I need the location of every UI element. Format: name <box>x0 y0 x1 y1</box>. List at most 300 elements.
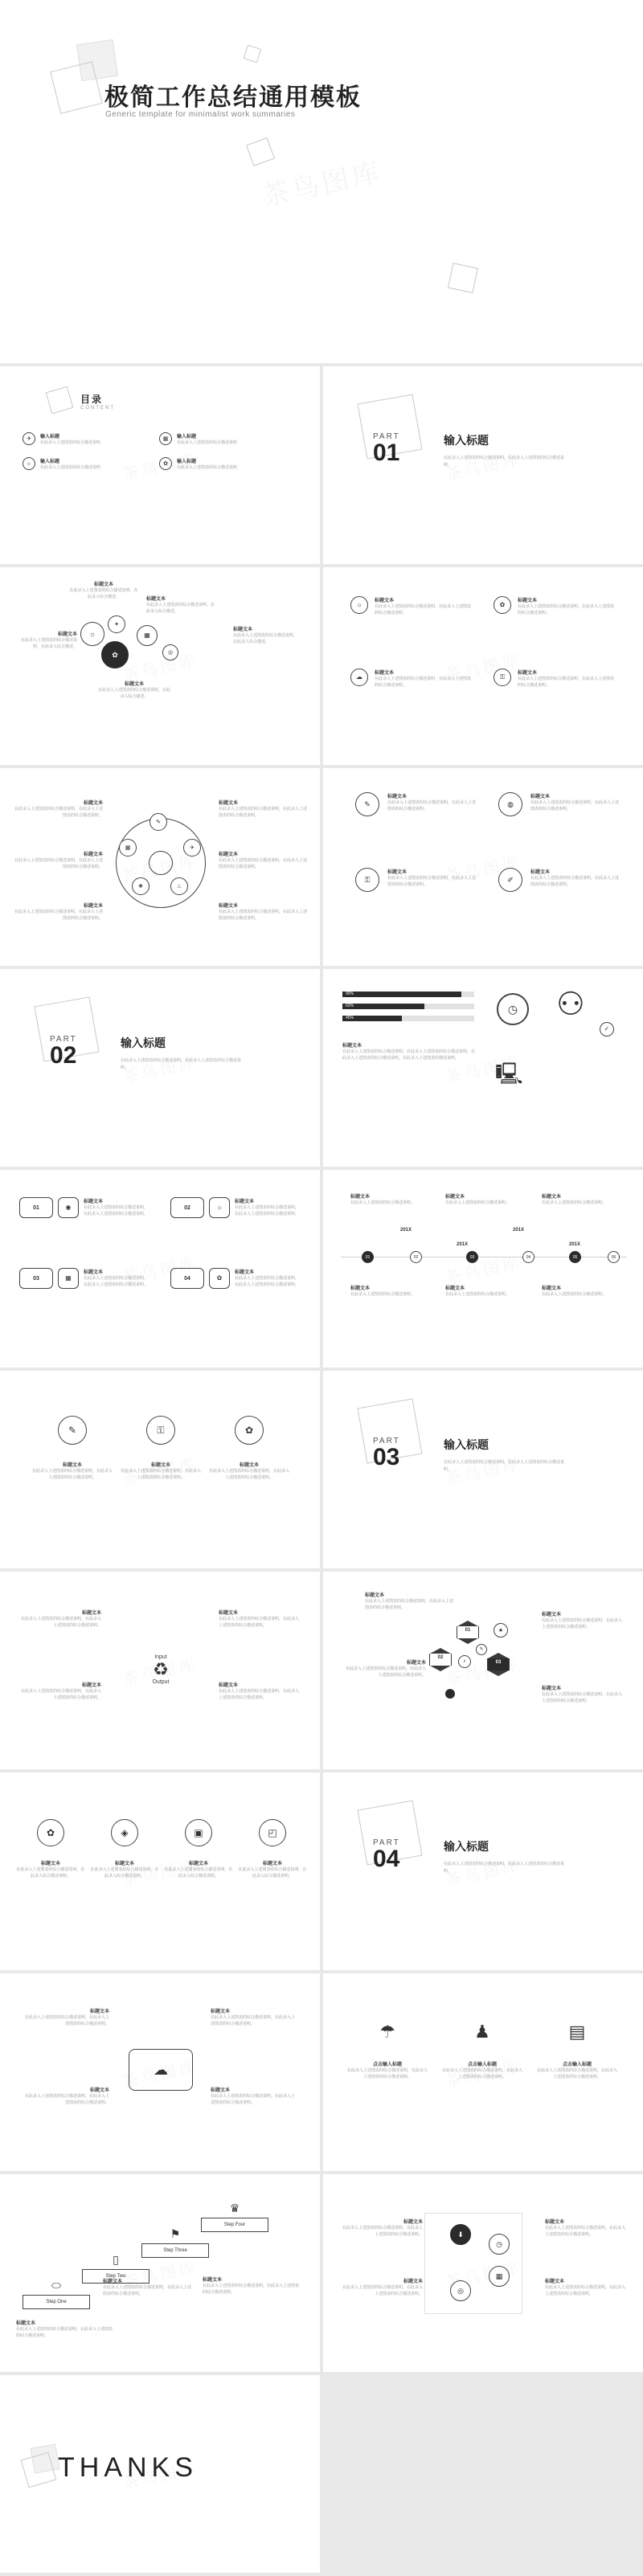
slide-part-02 <box>0 969 320 1167</box>
item-desc: 在此录入上述图表的综合描述说明，在此录入上述图表的综合描述说明。 <box>530 876 620 887</box>
item-label: 标题文本 <box>219 1683 239 1688</box>
flow-item-2 <box>339 2277 423 2297</box>
item-desc: 在此录入上述图表的综合描述说明，在此录入上述图表的综合描述说明。 <box>21 1617 102 1628</box>
item-label: 标题文本 <box>375 671 395 676</box>
item-label: 标题文本 <box>83 801 103 806</box>
pen-icon[interactable]: ✎ <box>149 813 167 831</box>
item-label: 标题文本 <box>235 1200 255 1204</box>
item-label: 标题文本 <box>530 870 551 875</box>
timeline-year: 201X <box>400 1228 412 1233</box>
slide-part-03 <box>323 1371 643 1568</box>
search-icon[interactable]: ⌕ <box>458 1655 471 1668</box>
step-side <box>203 2275 299 2296</box>
item-label: 标题文本 <box>211 2010 231 2014</box>
part-desc: 在此录入上述图表的综合描述说明，在此录入上述图表的综合描述说明。 <box>444 456 565 468</box>
deco-square-3 <box>244 45 262 63</box>
item-desc: 在此录入上述图表的综合描述说明，在此录入上述图表的综合描述说明。 <box>14 858 104 869</box>
catalog-heading <box>80 392 115 411</box>
part-number: 01 <box>373 440 400 466</box>
timeline-node[interactable]: 01 <box>362 1251 374 1263</box>
part-word: PART <box>50 1035 77 1044</box>
number-badge: 03 <box>19 1268 53 1289</box>
item-desc: 在此录入上述图表的综合描述说明，在此录入上述图表的综合描述说明。 <box>518 604 615 615</box>
item-label: 标题文本 <box>342 1044 362 1049</box>
phone-icon: ▯ <box>113 2253 119 2266</box>
item-desc: 在此录入上述图表的综合描述说明，在此录入上述图表的综合描述说明。 <box>24 2094 109 2105</box>
flow-item-3 <box>545 2218 629 2238</box>
hex-text-1 <box>365 1591 453 1611</box>
item-label: 标题文本 <box>40 1862 60 1867</box>
hex-text-2 <box>342 1658 426 1678</box>
part-number: 02 <box>50 1042 77 1069</box>
clock-icon: ◷ <box>497 993 529 1025</box>
hex-node-3[interactable] <box>487 1658 510 1670</box>
item-desc: 在此录入上述图表的综合描述说明，在此录入上述图表的综合描述说明。 <box>219 1617 300 1628</box>
timeline-node[interactable]: 05 <box>569 1251 581 1263</box>
item-desc: 在此录入上述图表的综合描述说明，在此录入上述图表的综合描述说明。 <box>203 2284 300 2295</box>
item-label: 标题文本 <box>114 1862 134 1867</box>
item-desc: 在此录入上述图表的综合描述说明，在此录入上述图表的综合描述说明。 <box>235 1276 300 1287</box>
cloud-icon: ☁ <box>350 669 368 686</box>
gear-icon: ✿ <box>235 1416 264 1445</box>
slide-bubbles <box>0 567 320 765</box>
item-desc: 在此录入上述图表的综合描述说明，在此录入上述图表的综合描述说明。 <box>16 2327 113 2338</box>
bubble-text-3 <box>14 630 77 650</box>
item-label: 标题文本 <box>235 1270 255 1275</box>
wheel-text-2 <box>14 850 103 870</box>
timeline-node[interactable]: 04 <box>522 1251 534 1263</box>
item-desc: 在此录入上述图表的综合描述说明。 <box>542 1200 607 1205</box>
timeline-year: 201X <box>513 1228 525 1233</box>
progress-bar <box>342 1016 474 1021</box>
globe-icon: ◍ <box>498 792 522 816</box>
item-label: 标题文本 <box>365 1593 385 1598</box>
gear-icon: ✿ <box>37 1819 64 1846</box>
hex-text-4 <box>542 1684 625 1704</box>
circle-item-3[interactable] <box>355 868 476 892</box>
grid-icon[interactable]: ▦ <box>489 2266 510 2287</box>
catalog-item-desc: 在此录入上述图表的综合描述说明 <box>177 440 238 445</box>
wheel-text-6 <box>219 902 307 922</box>
item-label: 标题文本 <box>262 1862 282 1867</box>
bubble-icon-1[interactable]: ☼ <box>80 622 104 646</box>
item-label: 标题文本 <box>84 1200 104 1204</box>
three-item-3[interactable] <box>209 1416 289 1481</box>
item-desc: 在此录入上述图表的综合描述说明，在此录入上述图表的综合描述说明。 <box>14 910 104 921</box>
hex-node-1[interactable] <box>457 1626 479 1638</box>
part-label <box>373 432 400 465</box>
item-label: 标题文本 <box>445 1286 465 1291</box>
number-item-4[interactable] <box>170 1268 299 1289</box>
item-desc: 在此录入上述图表的综合描述说明，在此录入上述图表的综合描述说明。 <box>530 800 620 812</box>
item-desc: 在此录入上述图表的综合描述说明，在此录入上述图表的综合描述说明。 <box>342 2285 423 2296</box>
item-desc: 在此录入上述图表的综合描述说明，在此录入综合描述。 <box>69 588 138 599</box>
item-label: 标题文本 <box>146 597 166 602</box>
rocket-icon: ✈ <box>23 432 35 445</box>
bubble-text-2 <box>146 595 215 615</box>
hex-number: 03 <box>495 1660 502 1665</box>
number-badge: 01 <box>19 1197 53 1218</box>
item-label: 标题文本 <box>545 2220 565 2225</box>
pen-icon: ✎ <box>58 1416 87 1445</box>
timeline-bottom-2 <box>445 1284 510 1298</box>
hex-text-3 <box>542 1610 625 1630</box>
item-label: 标题文本 <box>233 628 253 632</box>
icon-item-3[interactable] <box>164 1819 233 1879</box>
item-label: 点击输入标题 <box>372 2063 402 2067</box>
bar-label: 45% <box>346 1016 354 1020</box>
recycle-item-4 <box>219 1681 299 1701</box>
catalog-item-desc: 在此录入上述图表的综合描述说明 <box>40 440 101 445</box>
item-label: 标题文本 <box>83 904 103 909</box>
item-desc: 在此录入上述图表的综合描述说明，在此录入上述图表的综合描述说明。 <box>219 1689 300 1700</box>
item-desc: 在此录入上述图表的综合描述说明，在此录入上述图表的综合描述说明。 <box>387 876 477 887</box>
slide-cloud-center <box>0 1973 320 2171</box>
gear-icon: ✿ <box>159 457 172 470</box>
part-desc: 在此录入上述图表的综合描述说明，在此录入上述图表的综合描述说明。 <box>121 1058 242 1070</box>
pen-icon: ✎ <box>355 792 379 816</box>
wheel-center <box>149 851 173 875</box>
page-title: 极简工作总结通用模板 <box>104 84 362 111</box>
flag-icon: ⚑ <box>170 2227 181 2240</box>
step-4[interactable] <box>201 2202 268 2232</box>
star-icon[interactable]: ★ <box>494 1623 508 1638</box>
slide-part-04 <box>323 1773 643 1970</box>
item-label: 标题文本 <box>530 795 551 799</box>
timeline-top-2 <box>445 1192 510 1206</box>
dot-icon[interactable] <box>445 1689 455 1699</box>
number-item-3[interactable] <box>19 1268 148 1289</box>
item-label: 标题文本 <box>93 583 113 587</box>
lock-icon: ⚿ <box>146 1416 175 1445</box>
item-label: 标题文本 <box>219 801 239 806</box>
item-desc: 在此录入上述图表的综合描述说明。 <box>445 1292 510 1297</box>
wheel-diagram <box>116 818 206 908</box>
recycle-item-1 <box>21 1609 101 1629</box>
item-label: 标题文本 <box>150 1463 170 1468</box>
progress-bar <box>342 1004 474 1009</box>
item-desc: 在此录入上述图表的综合描述说明，在此录入上述图表的综合描述说明。 <box>21 1689 102 1700</box>
bulb-icon: ☼ <box>350 596 368 614</box>
bubble-icon-3[interactable]: ✿ <box>101 641 129 669</box>
part-content <box>444 432 564 468</box>
slide-hex <box>323 1572 643 1769</box>
trophy-icon: ♛ <box>229 2202 240 2214</box>
item-desc: 在此录入上述图表的综合描述说明。 <box>445 1200 510 1205</box>
slide-bars <box>323 969 643 1167</box>
item-desc: 在此录入上述图表的综合描述说明，在此录入上述图表的综合描述说明。 <box>537 2068 618 2079</box>
item-label: 标题文本 <box>62 1463 82 1468</box>
icon-item-1[interactable] <box>16 1819 85 1879</box>
umbrella-icon: ☂ <box>379 2022 395 2042</box>
catalog-item-label: 输入标题 <box>40 460 60 464</box>
check-icon: ✓ <box>600 1022 614 1037</box>
catalog-item[interactable] <box>23 457 159 471</box>
item-label: 标题文本 <box>403 2280 423 2284</box>
item-label: 标题文本 <box>239 1463 259 1468</box>
id-icon: ▤ <box>568 2022 586 2042</box>
catalog-title: 目录 <box>80 394 104 405</box>
lock-icon: ⚿ <box>494 669 511 686</box>
tag-icon[interactable]: ❖ <box>132 877 149 895</box>
person-icon: ♟ <box>474 2022 490 2042</box>
circle-item-2[interactable] <box>498 792 619 816</box>
part-label <box>373 1838 400 1871</box>
slide-cover <box>0 0 643 363</box>
box-icon: ◰ <box>259 1819 286 1846</box>
catalog-item-label: 输入标题 <box>177 435 197 440</box>
item-label: 标题文本 <box>518 599 538 603</box>
number-badge: 04 <box>170 1268 204 1289</box>
cloud-item-2 <box>24 2086 109 2106</box>
item-label: 标题文本 <box>542 1195 562 1200</box>
circle-item-1[interactable] <box>355 792 476 816</box>
timeline-bottom-1 <box>350 1284 415 1298</box>
part-label <box>373 1437 400 1470</box>
item-desc: 在此录入上述图表的综合描述说明，在此录入上述图表的综合描述说明。 <box>24 2015 109 2026</box>
number-badge: 02 <box>170 1197 204 1218</box>
gear-icon: ✿ <box>494 596 511 614</box>
item-desc: 在此录入上述图表的综合描述说明，在此录入上述图表的综合描述说明。 <box>209 1469 290 1480</box>
step-footer <box>16 2319 113 2339</box>
slide-four-icons <box>0 1773 320 1970</box>
item-desc: 在此录入上述图表的综合描述说明，在此录入上述图表的综合描述说明。 <box>235 1205 300 1216</box>
catalog-item[interactable] <box>23 432 159 446</box>
quad-item-2[interactable] <box>494 596 614 616</box>
bubble-text-5 <box>98 680 170 700</box>
step-label: Step Two <box>82 2269 149 2284</box>
item-label: 点击输入标题 <box>467 2063 497 2067</box>
cup-icon[interactable]: ♨ <box>170 877 188 895</box>
image-icon: ▣ <box>185 1819 212 1846</box>
item-desc: 在此录入上述图表的综合描述说明，在此录入上述图表的综合描述说明。 <box>211 2015 296 2026</box>
number-item-1[interactable] <box>19 1197 148 1218</box>
quad-item-1[interactable] <box>350 596 471 616</box>
catalog-item-desc: 在此录入上述图表的综合描述说明 <box>177 465 238 470</box>
slide-recycle <box>0 1572 320 1769</box>
part-label <box>50 1035 77 1068</box>
cloud-icon: ☁ <box>129 2049 193 2091</box>
bubble-icon-2[interactable]: ✦ <box>108 615 125 633</box>
slide-blank <box>323 2375 643 2573</box>
item-label: 标题文本 <box>542 1286 562 1291</box>
item-desc: 在此录入上述图表的综合描述说明，在此录入上述图表的综合描述说明。 <box>219 858 308 869</box>
slide-part-01 <box>323 366 643 564</box>
item-desc: 在此录入上述图表的综合描述说明。 <box>350 1292 416 1297</box>
item-desc: 在此录入上述图表的综合描述说明，在此录入上述图表的综合描述说明。 <box>387 800 477 812</box>
item-desc: 在此录入上述图表的综合描述说明，在此录入上述图表的综合描述说明。 <box>84 1276 149 1287</box>
timeline-node[interactable]: 06 <box>608 1251 620 1263</box>
part-title: 输入标题 <box>444 434 489 447</box>
item-label: 标题文本 <box>89 2088 109 2093</box>
item-label: 标题文本 <box>406 1661 426 1666</box>
slide-flow <box>323 2174 643 2372</box>
step-1[interactable] <box>23 2279 90 2309</box>
item-desc: 在此录入上述图表的综合描述说明，在此录入综合描述。 <box>98 688 171 699</box>
item-desc: 在此录入上述图表的综合描述说明，在此录入综合描述。 <box>20 638 77 649</box>
item-desc: 在此录入上述图表的综合描述说明，在此录入上述图表的综合描述说明。 <box>375 677 472 688</box>
plane-icon[interactable]: ✈ <box>183 839 201 857</box>
bubble-icon-4[interactable]: ▦ <box>137 625 158 646</box>
step-3[interactable] <box>141 2227 209 2258</box>
item-desc: 在此录入上述图表的综合描述说明，在此录入上述图表的综合描述说明。 <box>347 2068 428 2079</box>
flow-item-1 <box>339 2218 423 2238</box>
item-label: 标题文本 <box>542 1687 562 1691</box>
slide-wheel <box>0 768 320 966</box>
part-desc: 在此录入上述图表的综合描述说明，在此录入上述图表的综合描述说明。 <box>444 1460 565 1472</box>
cylinder-icon: ⬭ <box>51 2279 61 2292</box>
part-word: PART <box>373 432 400 441</box>
slide-four-circles <box>323 768 643 966</box>
person-item-3[interactable] <box>537 2022 617 2080</box>
part-content <box>444 1838 564 1875</box>
item-label: 标题文本 <box>375 599 395 603</box>
cloud-item-1 <box>24 2007 109 2027</box>
catalog-list <box>23 432 296 482</box>
deco-square <box>46 386 74 415</box>
recycle-icon: ♻ <box>153 1658 169 1679</box>
quad-item-4[interactable] <box>494 669 614 689</box>
hex-number: 01 <box>465 1628 471 1633</box>
wheel-text-4 <box>219 799 307 819</box>
number-item-2[interactable] <box>170 1197 299 1218</box>
item-desc: 在此录入上述图表的综合描述说明，在此录入综合描述说明。 <box>90 1867 159 1879</box>
catalog-item-label: 输入标题 <box>40 435 60 440</box>
bars-text <box>342 1041 476 1061</box>
download-icon[interactable]: ⬇ <box>450 2224 471 2245</box>
item-desc: 在此录入上述图表的综合描述说明，在此录入综合描述说明。 <box>238 1867 307 1879</box>
item-label: 标题文本 <box>188 1862 208 1867</box>
item-desc: 在此录入上述图表的综合描述说明，在此录入上述图表的综合描述说明。 <box>219 910 308 921</box>
diamond-icon: ◈ <box>111 1819 138 1846</box>
slide-catalog <box>0 366 320 564</box>
wheel-text-5 <box>219 850 307 870</box>
item-desc: 在此录入上述图表的综合描述说明，在此录入上述图表的综合描述说明。 <box>103 2285 192 2296</box>
part-content <box>121 1035 241 1071</box>
eye-icon: ◉ <box>58 1197 79 1218</box>
timeline-node[interactable]: 02 <box>410 1251 422 1263</box>
wheel-text-3 <box>14 902 103 922</box>
cloud-item-4 <box>211 2086 296 2106</box>
timeline-bottom-3 <box>542 1284 606 1298</box>
person-item-1[interactable] <box>347 2022 428 2080</box>
cloud-item-3 <box>211 2007 296 2027</box>
part-title: 输入标题 <box>121 1037 166 1049</box>
chart-icon[interactable]: ▦ <box>119 839 137 857</box>
circle-item-4[interactable] <box>498 868 619 892</box>
item-label: 标题文本 <box>545 2280 565 2284</box>
item-label: 标题文本 <box>57 632 77 637</box>
item-desc: 在此录入上述图表的综合描述说明，在此录入综合描述说明。 <box>164 1867 233 1879</box>
item-label: 标题文本 <box>387 870 408 875</box>
bubble-text-1 <box>69 580 138 600</box>
item-desc: 在此录入上述图表的综合描述说明，在此录入综合描述说明。 <box>16 1867 85 1879</box>
catalog-subtitle: CONTENT <box>80 406 115 411</box>
quad-item-3[interactable] <box>350 669 471 689</box>
bar-chart <box>342 992 474 1021</box>
timeline-top-3 <box>542 1192 606 1206</box>
timeline-node[interactable]: 03 <box>466 1251 478 1263</box>
timeline-year: 201X <box>457 1242 469 1247</box>
step-desc-block <box>103 2277 191 2297</box>
page-subtitle: Generic template for minimalist work summaries <box>105 110 296 119</box>
bar-label: 62% <box>346 1004 354 1008</box>
hex-number: 02 <box>437 1655 444 1660</box>
bar-label: 90% <box>346 992 354 996</box>
item-desc: 在此录入上述图表的综合描述说明，在此录入上述图表的综合描述说明。 <box>542 1618 623 1629</box>
item-desc: 在此录入上述图表的综合描述说明，在此录入上述图表的综合描述说明。 <box>365 1599 454 1610</box>
part-number: 04 <box>373 1846 400 1872</box>
item-label: 标题文本 <box>81 1611 101 1616</box>
icon-item-2[interactable] <box>90 1819 159 1879</box>
recycle-diagram <box>121 1629 201 1710</box>
clip-icon[interactable]: ✎ <box>476 1644 487 1655</box>
item-desc: 在此录入上述图表的综合描述说明，在此录入上述图表的综合描述说明。 <box>518 677 615 688</box>
item-label: 标题文本 <box>89 2010 109 2014</box>
three-item-1[interactable] <box>32 1416 113 1481</box>
item-desc: 在此录入上述图表的综合描述说明，在此录入上述图表的综合描述说明。 <box>219 807 308 818</box>
thanks-title: THANKS <box>58 2452 198 2483</box>
wheel-text-1 <box>14 799 103 819</box>
item-desc: 在此录入上述图表的综合描述说明，在此录入上述图表的综合描述说明。 <box>32 1469 113 1480</box>
item-desc: 在此录入上述图表的综合描述说明，在此录入上述图表的综合描述说明。 <box>345 1666 426 1678</box>
item-desc: 在此录入上述图表的综合描述说明，在此录入上述图表的综合描述说明。 <box>342 2226 423 2237</box>
clock-icon[interactable]: ◷ <box>489 2234 510 2255</box>
circle-icon[interactable]: ◎ <box>450 2280 471 2301</box>
item-label: 标题文本 <box>83 853 103 857</box>
item-desc: 在此录入上述图表的综合描述说明，在此录入综合描述。 <box>233 633 298 644</box>
step-label: Step Three <box>141 2243 209 2258</box>
slide-numbers <box>0 1170 320 1368</box>
item-label: 标题文本 <box>403 2220 423 2225</box>
catalog-item[interactable] <box>159 432 296 446</box>
timeline-top-1 <box>350 1192 415 1206</box>
recycle-item-2 <box>21 1681 101 1701</box>
item-desc: 在此录入上述图表的综合描述说明，在此录入上述图表的综合描述说明。 <box>545 2285 626 2296</box>
watermark <box>0 2174 320 2372</box>
bulb-icon: ☼ <box>209 1197 230 1218</box>
person-item-2[interactable] <box>442 2022 522 2080</box>
recycle-item-3 <box>219 1609 299 1629</box>
recycle-output-label: Output <box>152 1679 170 1686</box>
progress-bar <box>342 992 474 997</box>
part-desc: 在此录入上述图表的综合描述说明，在此录入上述图表的综合描述说明。 <box>444 1862 565 1874</box>
flow-item-4 <box>545 2277 629 2297</box>
icon-item-4[interactable] <box>238 1819 307 1879</box>
item-label: 标题文本 <box>445 1195 465 1200</box>
three-item-2[interactable] <box>121 1416 201 1481</box>
hex-node-2[interactable] <box>429 1654 452 1666</box>
slide-steps <box>0 2174 320 2372</box>
item-desc: 在此录入上述图表的综合描述说明，在此录入上述图表的综合描述说明。 <box>14 807 104 818</box>
item-label: 标题文本 <box>518 671 538 676</box>
slide-timeline <box>323 1170 643 1368</box>
item-desc: 在此录入上述图表的综合描述说明，在此录入上述图表的综合描述说明。 <box>121 1469 202 1480</box>
person-icon: ⚇ <box>556 987 585 1022</box>
item-desc: 在此录入上述图表的综合描述说明，在此录入上述图表的综合描述说明。 <box>545 2226 626 2237</box>
item-label: 标题文本 <box>219 904 239 909</box>
pencil-icon: ✐ <box>498 868 522 892</box>
catalog-item-label: 输入标题 <box>177 460 197 464</box>
bulb-icon: ☼ <box>23 457 35 470</box>
part-title: 输入标题 <box>444 1438 489 1451</box>
bubble-text-4 <box>233 625 301 645</box>
item-desc: 在此录入上述图表的综合描述说明，在此录入上述图表的综合描述说明。 <box>84 1205 149 1216</box>
catalog-item[interactable] <box>159 457 296 471</box>
item-desc: 在此录入上述图表的综合描述说明，在此录入上述图表的综合描述说明。 <box>375 604 472 615</box>
item-label: 标题文本 <box>350 1195 371 1200</box>
bubble-icon-5[interactable]: ◎ <box>162 644 178 660</box>
